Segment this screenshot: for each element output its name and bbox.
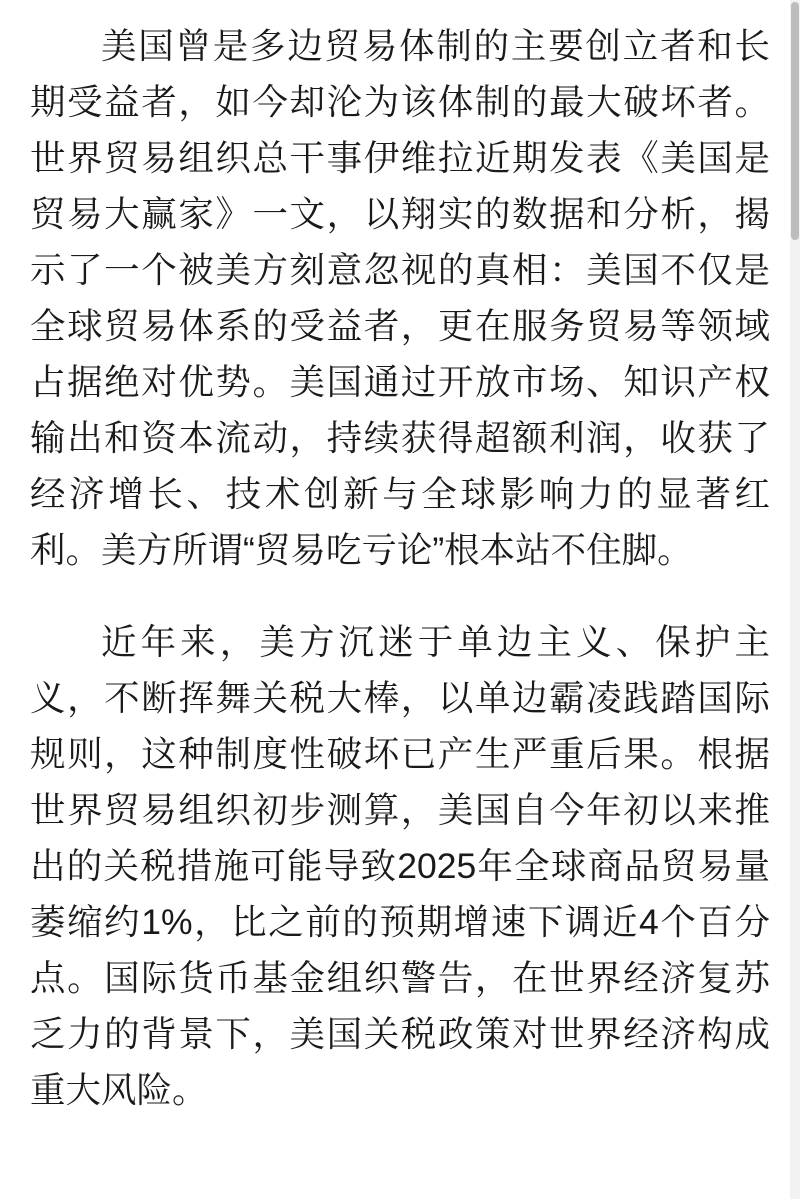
paragraph-1: 美国曾是多边贸易体制的主要创立者和长期受益者，如今却沦为该体制的最大破坏者。世界贸易组织总干事伊维拉近期发表《美国是贸易大赢家》一文，以翔实的数据和分析，揭示了一个被美方刻意忽视的真相：美国不仅是全球贸易体系的受益者，更在服务贸易等领域占据绝对优势。美国通过开放市场、知识产权输出和资本流动，持续获得超额利润，收获了经济增长、技术创新与全球影响力的显著红利。美方所谓“贸易吃亏论”根本站不住脚。 xyxy=(30,26,770,570)
scrollbar-thumb[interactable] xyxy=(791,2,799,240)
article-body xyxy=(30,18,770,1118)
paragraph-2: 近年来，美方沉迷于单边主义、保护主义，不断挥舞关税大棒，以单边霸凌践踏国际规则，这种制度性破坏已产生严重后果。根据世界贸易组织初步测算，美国自今年初以来推出的关税措施可能导致2025年全球商品贸易量萎缩约1%，比之前的预期增速下调近4个百分点。国际货币基金组织警告，在世界经济复苏乏力的背景下，美国关税政策对世界经济构成重大风险。 xyxy=(30,622,770,1110)
vertical-scrollbar[interactable] xyxy=(790,0,800,1199)
